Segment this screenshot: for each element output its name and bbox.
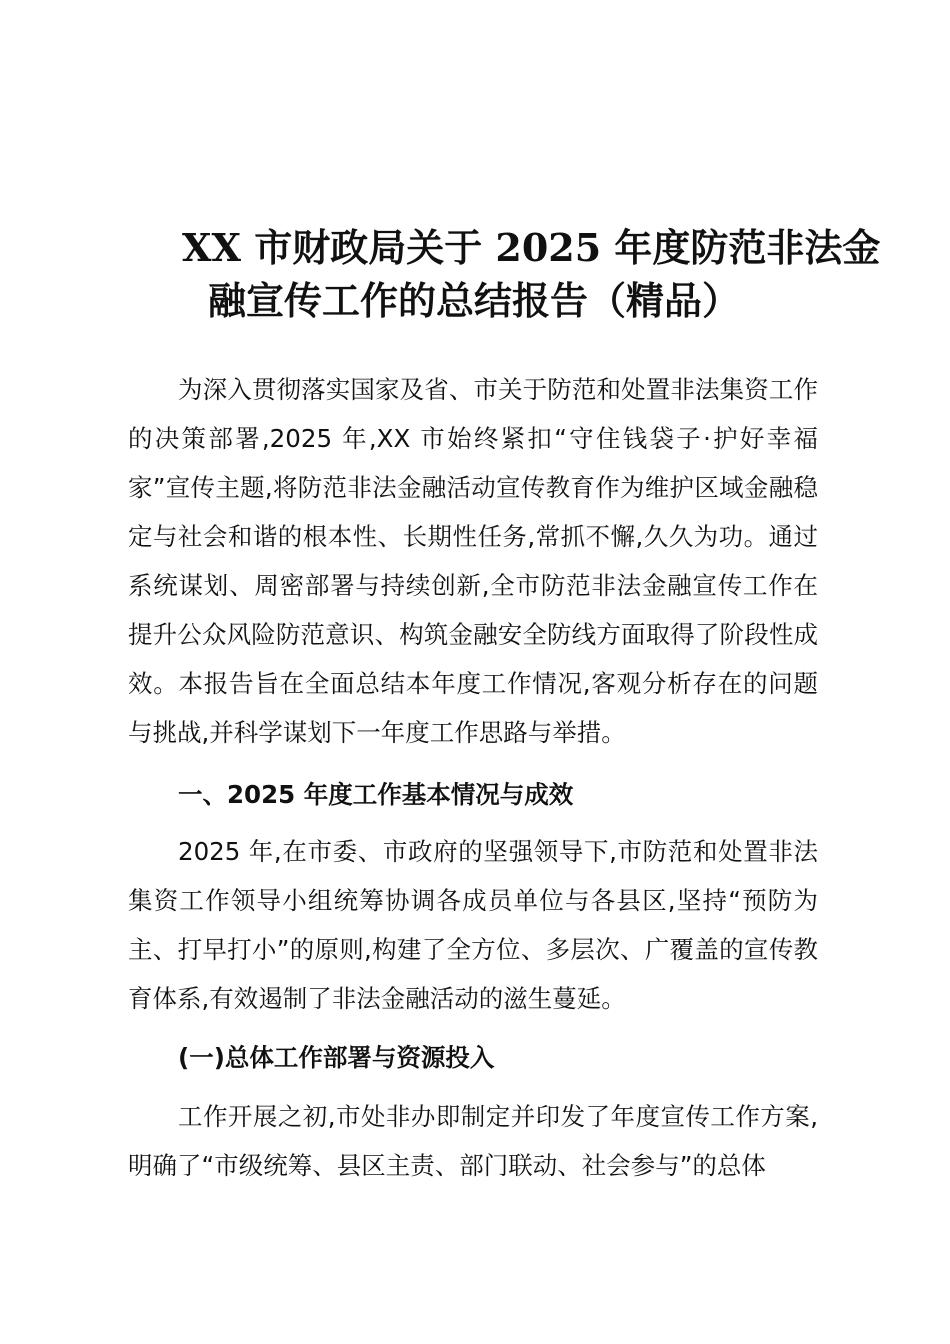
document-title-line-2: 融宣传工作的总结报告（精品）: [208, 278, 741, 324]
subsection-heading-1: (一)总体工作部署与资源投入: [178, 1043, 495, 1072]
document-title-line-1: XX 市财政局关于 2025 年度防范非法金: [182, 225, 881, 271]
subsection-1-paragraph: 工作开展之初,市处非办即制定并印发了年度宣传工作方案,明确了“市级统筹、县区主责、部门联动、社会参与”的总体: [128, 1102, 818, 1180]
intro-paragraph: 为深入贯彻落实国家及省、市关于防范和处置非法集资工作的决策部署,2025 年,XX 市始终紧扣“守住钱袋子·护好幸福家”宣传主题,将防范非法金融活动宣传教育作为维护区域金融稳定与社会和谐的根本性、长期性任务,常抓不懈,久久为功。通过系统谋划、周密部署与持续创新,全市防范非法金融宣传工作在提升公众风险防范意识、构筑金融安全防线方面取得了阶段性成效。本报告旨在全面总结本年度工作情况,客观分析存在的问题与挑战,并科学谋划下一年度工作思路与举措。: [128, 375, 818, 747]
section-heading-1: 一、2025 年度工作基本情况与成效: [178, 780, 574, 809]
document-title: [182, 221, 881, 327]
section-1-paragraph: 2025 年,在市委、市政府的坚强领导下,市防范和处置非法集资工作领导小组统筹协调各成员单位与各县区,坚持“预防为主、打早打小”的原则,构建了全方位、多层次、广覆盖的宣传教育体系,有效遏制了非法金融活动的滋生蔓延。: [128, 837, 818, 1013]
